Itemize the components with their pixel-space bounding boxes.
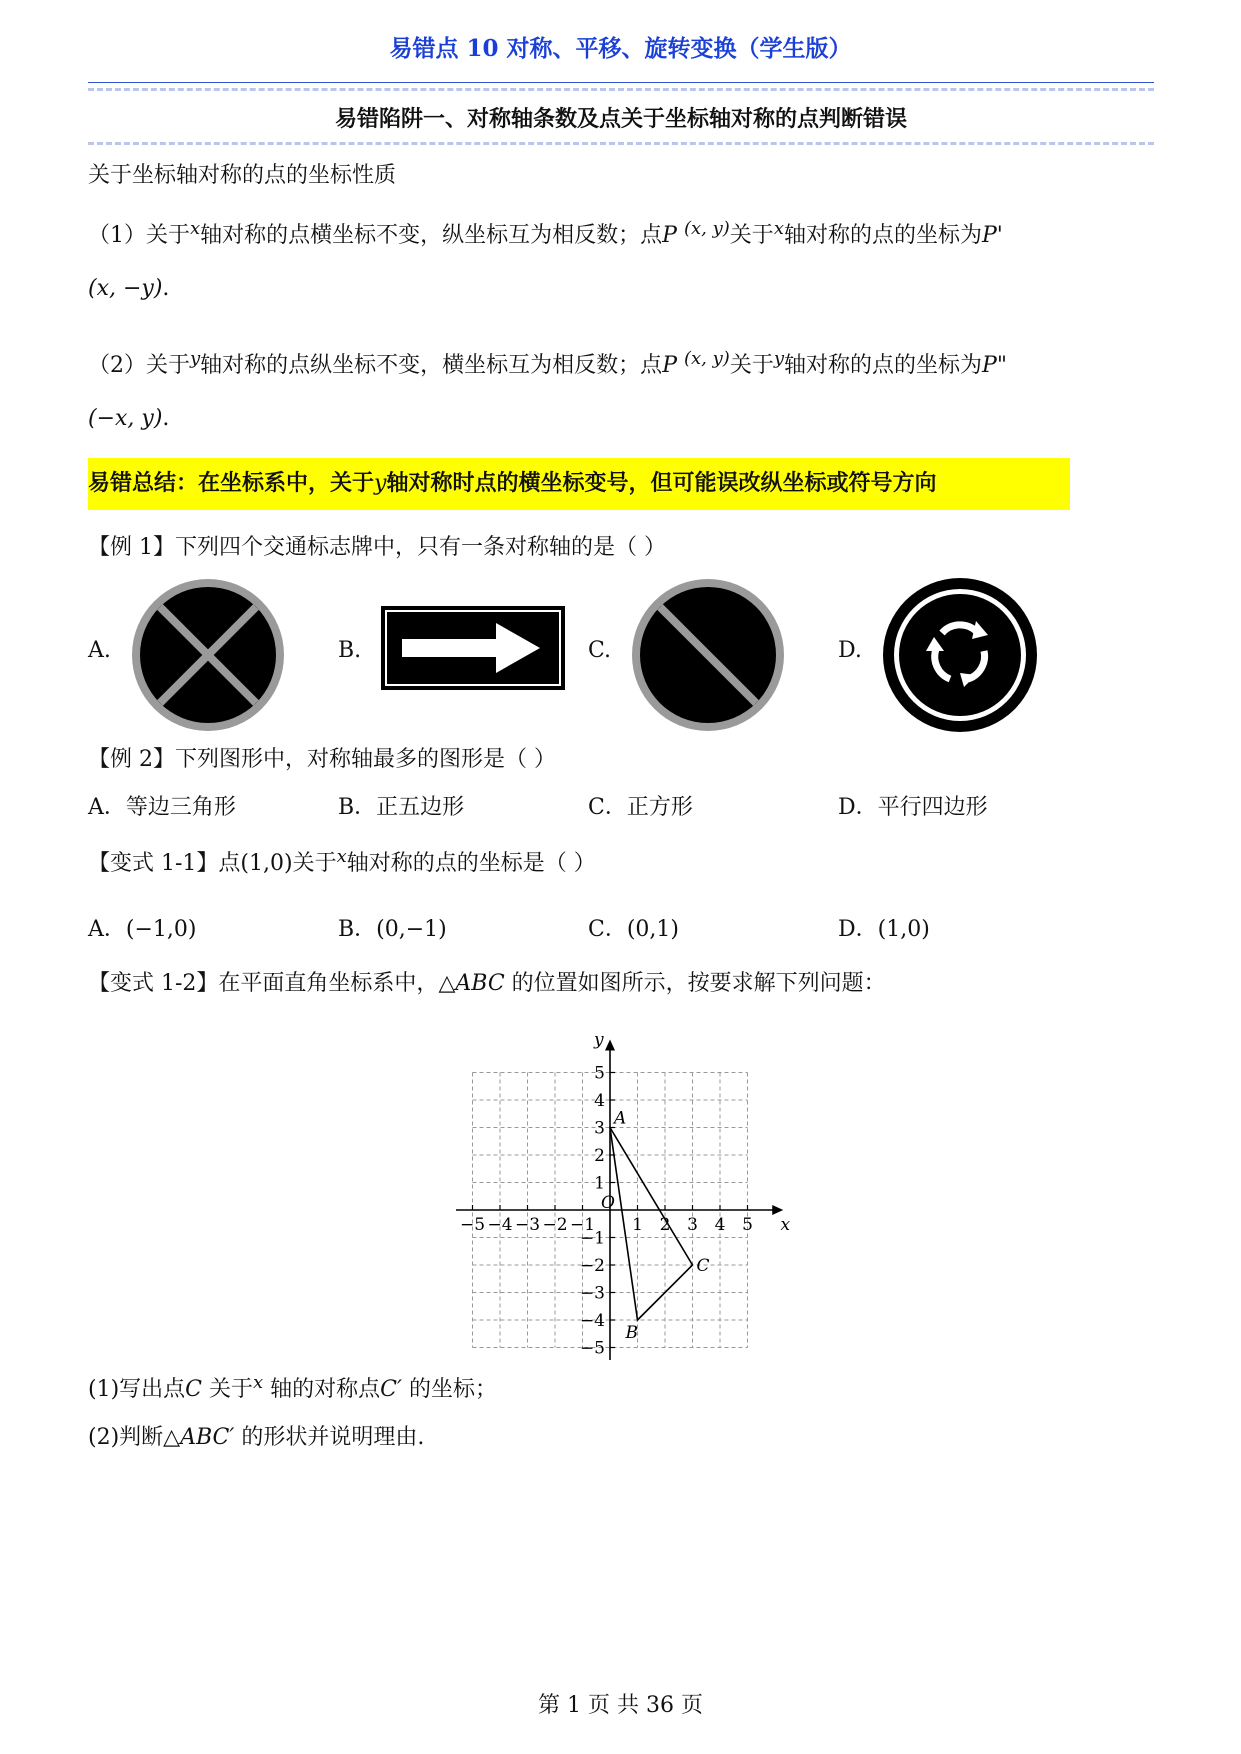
triangle-abc — [610, 1128, 693, 1321]
page-header-title: 易错点 10 对称、平移、旋转变换（学生版） — [389, 35, 852, 62]
example-2-option-d: D．平行四边形 — [838, 795, 988, 820]
property-heading: 关于坐标轴对称的点的坐标性质 — [88, 163, 397, 188]
y-tick-label: 5 — [594, 1063, 605, 1084]
point-a-label: A — [614, 1108, 627, 1129]
x-tick-label: −3 — [514, 1215, 541, 1235]
page-number: 第 1 页 共 36 页 — [538, 1693, 703, 1718]
variant-1-1-option-d: D．(1,0) — [838, 917, 930, 942]
y-axis-arrow — [605, 1040, 615, 1051]
section-title: 易错陷阱一、对称轴条数及点关于坐标轴对称的点判断错误 — [334, 107, 907, 132]
sign-x-icon — [128, 575, 288, 735]
y-tick-label: 3 — [594, 1118, 605, 1139]
section-bottom-divider — [88, 142, 1154, 145]
example-2-stem: 【例 2】下列图形中，对称轴最多的图形是（ ） — [88, 747, 556, 772]
x-tick-label: −5 — [459, 1215, 486, 1235]
y-tick-label: −3 — [579, 1283, 605, 1304]
x-tick-label: 1 — [632, 1215, 643, 1235]
coordinate-grid-figure — [440, 1010, 800, 1360]
x-tick-label: −2 — [542, 1215, 568, 1235]
x-tick-label: −1 — [569, 1215, 596, 1235]
variant-1-1-stem: 【变式 1-1】点(1,0)关于$^x$轴对称的点的坐标是（ ） — [88, 846, 596, 876]
property-2-line: （2）关于$^y$轴对称的点纵坐标不变，横坐标互为相反数；点P $^{(x, y)}$关于$^y$轴对称的点的坐标为P" — [88, 348, 1007, 378]
origin-label: O — [601, 1193, 615, 1213]
y-tick-label: −2 — [579, 1256, 605, 1276]
variant-1-2-stem: 【变式 1-2】在平面直角坐标系中，△ABC 的位置如图所示，按要求解下列问题： — [88, 971, 886, 996]
point-c-label: C — [696, 1256, 710, 1276]
variant-1-1-option-c: C．(0,1) — [588, 917, 679, 942]
y-tick-label: −1 — [579, 1228, 605, 1249]
x-tick-label: −4 — [487, 1215, 513, 1235]
example-1-option-a-label: A. — [88, 638, 111, 663]
property-2-result: (−x, y). — [88, 406, 170, 431]
x-tick-label: 3 — [687, 1215, 698, 1235]
x-axis-label: x — [780, 1215, 791, 1235]
example-2-option-c: C．正方形 — [588, 795, 693, 820]
question-2: (2)判断△ABC′ 的形状并说明理由. — [88, 1425, 425, 1450]
arrow-sign-icon — [380, 605, 566, 691]
y-axis-label: y — [594, 1030, 604, 1050]
question-1: (1)写出点C 关于$^x$ 轴的对称点C′ 的坐标； — [88, 1372, 497, 1402]
y-tick-label: −5 — [579, 1338, 605, 1359]
mistake-summary: 易错总结：在坐标系中，关于y轴对称时点的横坐标变号，但可能误改纵坐标或符号方向 — [88, 458, 1070, 510]
point-b-label: B — [625, 1323, 638, 1343]
example-1-stem: 【例 1】下列四个交通标志牌中，只有一条对称轴的是（ ） — [88, 535, 666, 560]
property-1-result: (x, −y). — [88, 276, 170, 301]
y-tick-label: −4 — [579, 1311, 605, 1331]
property-1-line: （1）关于$^x$轴对称的点横坐标不变，纵坐标互为相反数；点P $^{(x, y)}$关于$^x$轴对称的点的坐标为P' — [88, 218, 1003, 248]
variant-1-1-option-a: A．(−1,0) — [88, 917, 197, 942]
example-1-option-c-label: C. — [588, 638, 612, 663]
no-entry-sign-icon — [628, 575, 788, 735]
variant-1-1-option-b: B．(0,−1) — [338, 917, 447, 942]
y-tick-label: 4 — [594, 1091, 605, 1111]
x-tick-label: 2 — [659, 1215, 671, 1235]
example-2-option-a: A．等边三角形 — [88, 795, 236, 820]
y-tick-label: 2 — [594, 1146, 605, 1166]
x-tick-label: 5 — [742, 1215, 753, 1235]
y-tick-label: 1 — [594, 1173, 605, 1194]
x-tick-label: 4 — [714, 1215, 726, 1235]
x-axis-arrow — [772, 1205, 783, 1215]
example-1-option-d-label: D. — [838, 638, 862, 663]
example-2-option-b: B．正五边形 — [338, 795, 465, 820]
roundabout-sign-icon — [880, 575, 1040, 735]
example-1-option-b-label: B. — [338, 638, 362, 663]
header-rule — [88, 82, 1154, 83]
section-top-divider — [88, 88, 1154, 91]
